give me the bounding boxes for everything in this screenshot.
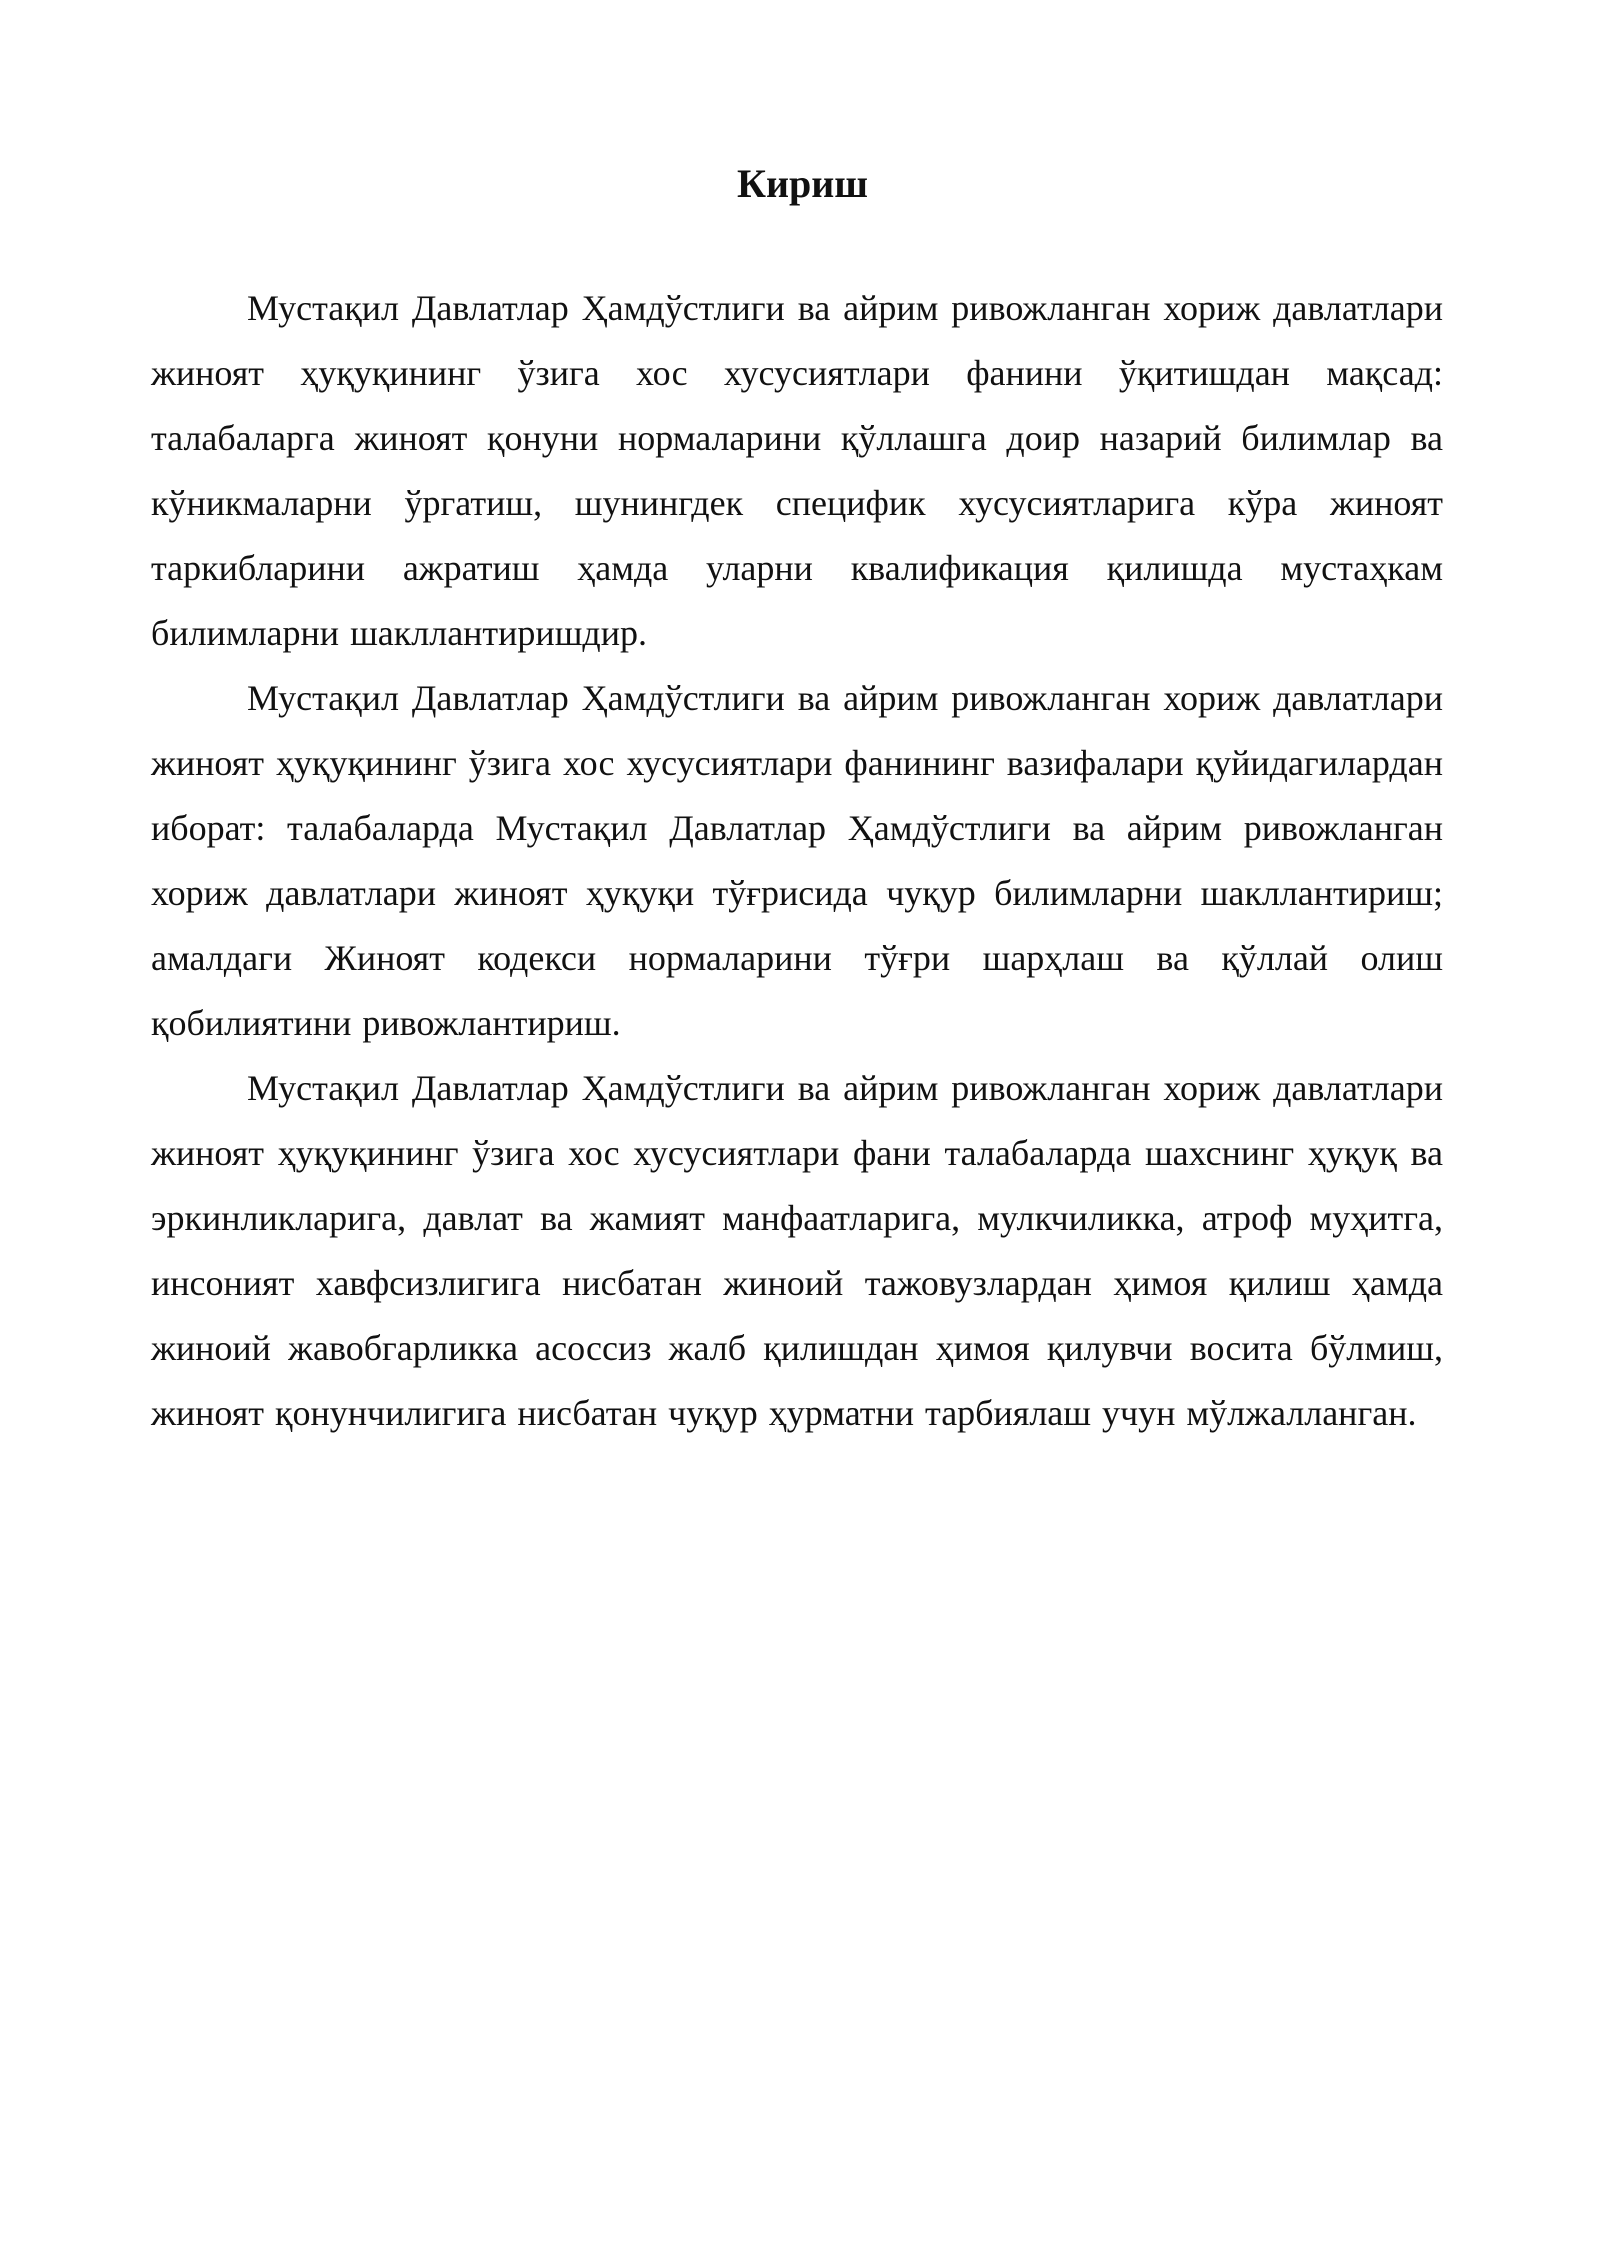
page-title: Кириш	[736, 161, 869, 206]
paragraph-purpose: Мустақил Давлатлар Ҳамдўстлиги ва айрим ривожланган хориж давлатлари жиноят ҳуқуқининг ўзига хос хусусиятлари фани талабаларда шахснинг ҳуқуқ ва эркинликларига, давлат ва жамият манфаатларига, мулкчиликка, атроф муҳитга, инсоният хавфсизлигига нисбатан жиноий тажовузлардан ҳимоя қилиш ҳамда жиноий жавобгарликка асоссиз жалб қилишдан ҳимоя қилувчи восита бўлмиш, жиноят қонунчилигига нисбатан чуқур ҳурматни тарбиялаш учун мўлжалланган.	[151, 1068, 1443, 1433]
paragraph-tasks: Мустақил Давлатлар Ҳамдўстлиги ва айрим ривожланган хориж давлатлари жиноят ҳуқуқининг ўзига хос хусусиятлари фанининг вазифалари қуйидагилардан иборат: талабаларда Мустақил Давлатлар Ҳамдўстлиги ва айрим ривожланган хориж давлатлари жиноят ҳуқуқи тўғрисида чуқур билимларни шакллантириш; амалдаги Жиноят кодекси нормаларини тўғри шарҳлаш ва қўллай олиш қобилиятини ривожлантириш.	[151, 678, 1443, 1043]
document-body	[151, 276, 1443, 1446]
paragraph-goal: Мустақил Давлатлар Ҳамдўстлиги ва айрим ривожланган хориж давлатлари жиноят ҳуқуқининг ўзига хос хусусиятлари фанини ўқитишдан мақсад: талабаларга жиноят қонуни нормаларини қўллашга доир назарий билимлар ва кўникмаларни ўргатиш, шунингдек специфик хусусиятларига кўра жиноят таркибларини ажратиш ҳамда уларни квалификация қилишда мустаҳкам билимларни шакллантиришдир.	[151, 288, 1443, 653]
